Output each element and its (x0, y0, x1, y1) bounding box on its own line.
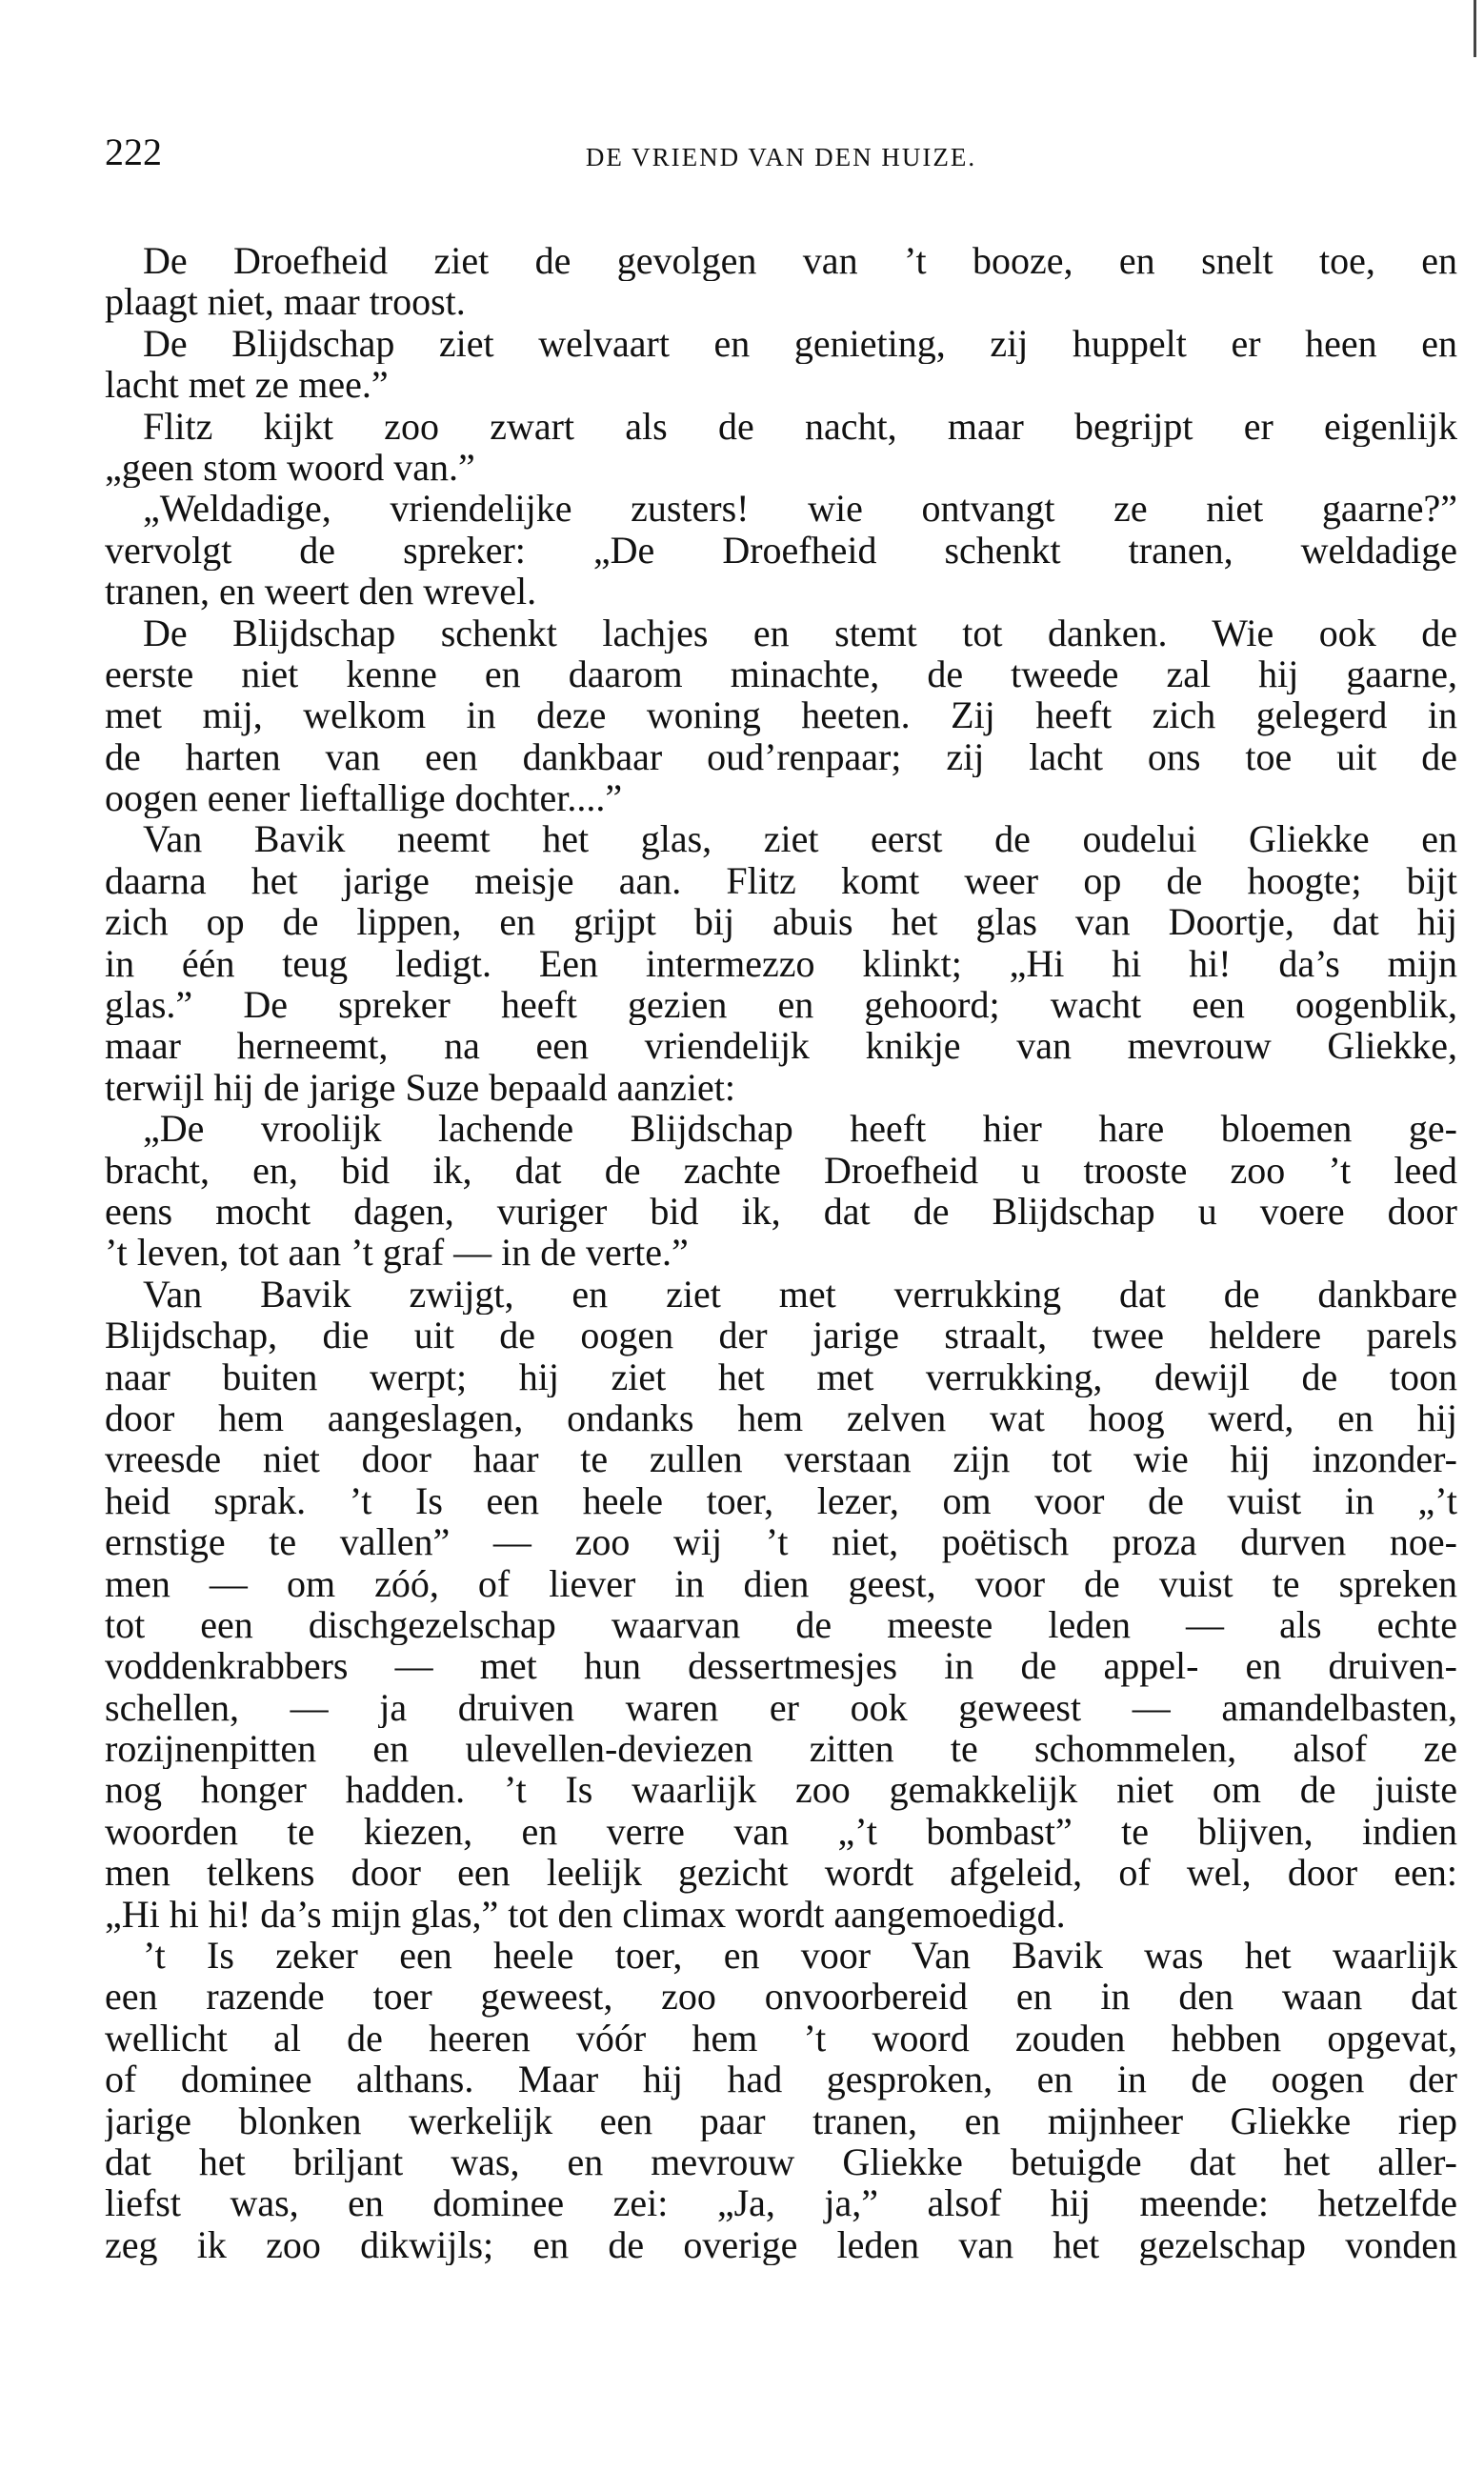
text-line: Van Bavik zwijgt, en ziet met verrukking dat de dankbare (143, 1273, 1457, 1316)
text-line: „Weldadige, vriendelijke zusters! wie ontvangt ze niet gaarne?” (143, 488, 1457, 530)
text-line: jarige blonken werkelijk een paar tranen, en mijnheer Gliekke riep (105, 2099, 1457, 2141)
text-line: De Droefheid ziet de gevolgen van ’t booze, en snelt toe, en (143, 240, 1457, 282)
text-line: dat het briljant was, en mevrouw Gliekke betuigde dat het aller- (105, 2140, 1457, 2183)
text-line: bracht, en, bid ik, dat de zachte Droefheid u trooste zoo ’t leed (105, 1149, 1457, 1191)
text-line: zeg ik zoo dikwijls; en de overige leden van het gezelschap vonden (105, 2223, 1457, 2266)
text-line: een razende toer geweest, zoo onvoorbereid en in den waan dat (105, 1976, 1457, 2018)
text-line: nog honger hadden. ’t Is waarlijk zoo gemakkelijk niet om de juiste (105, 1769, 1457, 1811)
text-line: Flitz kijkt zoo zwart als de nacht, maar begrijpt er eigenlijk (143, 405, 1457, 447)
text-line: maar herneemt, na een vriendelijk knikje van mevrouw Gliekke, (105, 1025, 1457, 1067)
text-line: De Blijdschap ziet welvaart en genieting, zij huppelt er heen en (143, 322, 1457, 365)
text-line: wellicht al de heeren vóór hem ’t woord zouden hebben opgevat, (105, 2017, 1457, 2059)
text-line: naar buiten werpt; hij ziet het met verrukking, dewijl de toon (105, 1356, 1457, 1397)
text-line: „geen stom woord van.” (105, 446, 475, 489)
page-header (105, 133, 1457, 191)
text-line: ’t Is zeker een heele toer, en voor Van Bavik was het waarlijk (143, 1935, 1457, 1977)
text-line: ernstige te vallen” — zoo wij ’t niet, poëtisch proza durven noe- (105, 1521, 1457, 1563)
text-line: daarna het jarige meisje aan. Flitz komt weer op de hoogte; bijt (105, 859, 1457, 902)
text-line: voddenkrabbers — met hun dessertmesjes in de appel- en druiven- (105, 1645, 1457, 1687)
text-line: schellen, — ja druiven waren er ook geweest — amandelbasten, (105, 1686, 1457, 1729)
text-line: tranen, en weert den wrevel. (105, 571, 537, 613)
text-line: in één teug ledigt. Een intermezzo klinkt; „Hi hi hi! da’s mijn (105, 942, 1457, 985)
text-line: „De vroolijk lachende Blijdschap heeft hier hare bloemen ge- (143, 1108, 1457, 1150)
text-line: Van Bavik neemt het glas, ziet eerst de oudelui Gliekke en (143, 818, 1457, 860)
text-line: „Hi hi hi! da’s mijn glas,” tot den climax wordt aangemoedigd. (105, 1893, 1066, 1936)
text-line: plaagt niet, maar troost. (105, 281, 466, 323)
text-line: De Blijdschap schenkt lachjes en stemt tot danken. Wie ook de (143, 612, 1457, 653)
text-line: ’t leven, tot aan ’t graf — in de verte.” (105, 1232, 689, 1274)
page-number: 222 (105, 131, 162, 173)
text-line: of dominee althans. Maar hij had gesproken, en in de oogen der (105, 2059, 1457, 2100)
text-line: de harten van een dankbaar oud’renpaar; zij lacht ons toe uit de (105, 735, 1457, 778)
text-line: heid sprak. ’t Is een heele toer, lezer, om voor de vuist in „’t (105, 1479, 1457, 1522)
text-line: tot een dischgezelschap waarvan de meeste leden — als echte (105, 1603, 1457, 1646)
text-line: glas.” De spreker heeft gezien en gehoord; wacht een oogenblik, (105, 984, 1457, 1026)
text-line: men telkens door een leelijk gezicht wordt afgeleid, of wel, door een: (105, 1852, 1457, 1894)
body-text (105, 240, 1457, 2265)
text-line: Blijdschap, die uit de oogen der jarige straalt, twee heldere parels (105, 1315, 1457, 1356)
text-line: woorden te kiezen, en verre van „’t bombast” te blijven, indien (105, 1810, 1457, 1853)
running-title: DE VRIEND VAN DEN HUIZE. (585, 143, 977, 171)
text-line: terwijl hij de jarige Suze bepaald aanziet: (105, 1066, 735, 1109)
text-line: eens mocht dagen, vuriger bid ik, dat de Blijdschap u voere door (105, 1190, 1457, 1233)
text-line: met mij, welkom in deze woning heeten. Zij heeft zich gelegerd in (105, 694, 1457, 736)
text-line: rozijnenpitten en ulevellen-deviezen zitten te schommelen, alsof ze (105, 1728, 1457, 1770)
text-line: lacht met ze mee.” (105, 364, 389, 406)
text-line: vreesde niet door haar te zullen verstaan zijn tot wie hij inzonder- (105, 1438, 1457, 1480)
page-edge-mark (1474, 0, 1476, 57)
text-line: men — om zóó, of liever in dien geest, voor de vuist te spreken (105, 1562, 1457, 1604)
text-line: door hem aangeslagen, ondanks hem zelven wat hoog werd, en hij (105, 1396, 1457, 1439)
text-line: vervolgt de spreker: „De Droefheid schenkt tranen, weldadige (105, 529, 1457, 572)
text-line: liefst was, en dominee zei: „Ja, ja,” alsof hij meende: hetzelfde (105, 2182, 1457, 2224)
text-line: oogen eener lieftallige dochter....” (105, 777, 623, 819)
text-line: zich op de lippen, en grijpt bij abuis het glas van Doortje, dat hij (105, 901, 1457, 943)
text-line: eerste niet kenne en daarom minachte, de tweede zal hij gaarne, (105, 653, 1457, 695)
